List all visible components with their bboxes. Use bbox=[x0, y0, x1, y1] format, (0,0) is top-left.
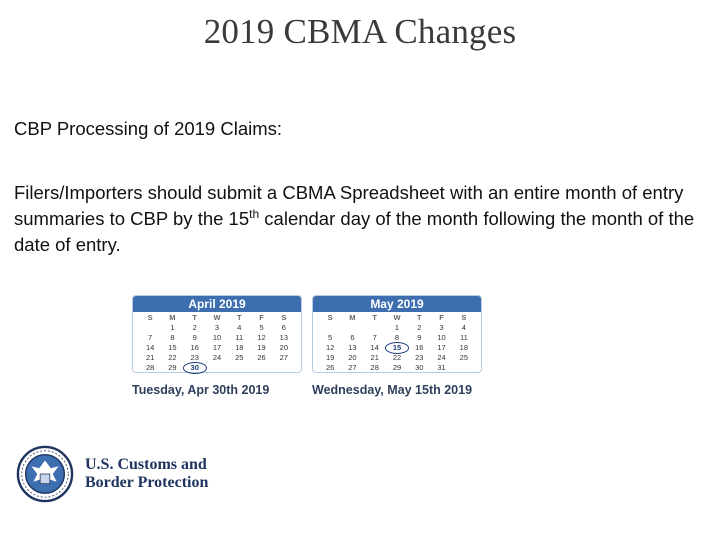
day-cell bbox=[319, 323, 341, 333]
slide-title: 2019 CBMA Changes bbox=[203, 12, 517, 51]
day-cell: 29 bbox=[392, 363, 402, 372]
day-cell: 27 bbox=[279, 353, 289, 362]
day-cell: 29 bbox=[168, 363, 177, 372]
day-cell: 15 bbox=[168, 343, 177, 352]
weekday-label: W bbox=[213, 313, 221, 322]
body-text-part2: calendar day of the month following the month of the date of entry. bbox=[14, 208, 695, 255]
day-cell: 19 bbox=[325, 353, 335, 362]
calendar-may bbox=[312, 295, 482, 373]
calendar-april-title: April 2019 bbox=[133, 296, 301, 312]
weekday-label: S bbox=[327, 313, 333, 322]
weekday-label: T bbox=[372, 313, 377, 322]
day-cell: 1 bbox=[170, 323, 175, 332]
day-cell: 24 bbox=[212, 353, 222, 362]
calendar-april bbox=[132, 295, 302, 373]
day-cell: 22 bbox=[168, 353, 177, 362]
weekday-label: T bbox=[192, 313, 197, 322]
day-cell: 10 bbox=[212, 333, 222, 342]
day-cell bbox=[206, 363, 228, 373]
org-name-line1: U.S. Customs and bbox=[85, 456, 207, 473]
day-cell: 18 bbox=[459, 343, 469, 352]
day-cell: 6 bbox=[350, 333, 355, 342]
highlighted-day: 15 bbox=[386, 343, 408, 353]
body-text bbox=[14, 180, 714, 258]
body-text-superscript: th bbox=[249, 207, 260, 221]
highlighted-day: 30 bbox=[184, 363, 206, 373]
day-cell: 2 bbox=[192, 323, 197, 332]
weekday-label: T bbox=[416, 313, 422, 322]
day-cell bbox=[273, 363, 295, 373]
day-cell: 13 bbox=[348, 343, 357, 352]
subheading: CBP Processing of 2019 Claims: bbox=[14, 118, 283, 139]
weekday-label: W bbox=[393, 313, 401, 322]
day-cell: 23 bbox=[190, 353, 199, 362]
calendar-may-caption: Wednesday, May 15th 2019 bbox=[312, 383, 473, 397]
day-cell: 4 bbox=[461, 323, 466, 332]
day-cell: 2 bbox=[417, 323, 422, 332]
day-cell: 30 bbox=[415, 363, 424, 372]
weekday-label: T bbox=[236, 313, 242, 322]
day-cell: 31 bbox=[437, 363, 446, 372]
day-cell: 12 bbox=[257, 333, 266, 342]
day-cell: 14 bbox=[370, 343, 379, 352]
calendar-april-caption: Tuesday, Apr 30th 2019 bbox=[132, 383, 270, 397]
day-cell: 5 bbox=[259, 323, 264, 332]
day-cell: 7 bbox=[148, 333, 153, 342]
weekday-label: S bbox=[461, 313, 467, 322]
day-cell: 19 bbox=[257, 343, 266, 352]
org-name-line2: Border Protection bbox=[85, 474, 209, 491]
weekday-label: F bbox=[439, 313, 444, 322]
day-cell: 11 bbox=[235, 333, 244, 342]
weekday-label: M bbox=[349, 313, 356, 322]
day-cell: 5 bbox=[328, 333, 333, 342]
day-cell: 25 bbox=[235, 353, 244, 362]
day-cell: 9 bbox=[417, 333, 422, 342]
day-cell: 25 bbox=[459, 353, 469, 362]
calendar-may-title: May 2019 bbox=[313, 296, 481, 312]
day-cell: 6 bbox=[281, 323, 286, 332]
weekday-label: F bbox=[259, 313, 264, 322]
day-cell: 24 bbox=[437, 353, 446, 362]
day-cell: 26 bbox=[257, 353, 266, 362]
day-cell: 8 bbox=[394, 333, 400, 342]
weekday-label: M bbox=[169, 313, 176, 322]
day-cell: 3 bbox=[439, 323, 444, 332]
day-cell bbox=[250, 363, 272, 373]
day-cell bbox=[453, 363, 475, 373]
day-cell bbox=[228, 363, 250, 373]
day-cell bbox=[364, 323, 386, 333]
day-cell: 16 bbox=[190, 343, 199, 352]
day-cell: 11 bbox=[459, 333, 468, 342]
day-cell: 1 bbox=[394, 323, 400, 332]
day-cell: 9 bbox=[192, 333, 197, 342]
day-cell bbox=[341, 323, 363, 333]
day-cell: 21 bbox=[145, 353, 155, 362]
day-cell: 28 bbox=[370, 363, 379, 372]
day-cell: 23 bbox=[415, 353, 424, 362]
day-cell: 7 bbox=[372, 333, 377, 342]
weekday-label: S bbox=[147, 313, 153, 322]
day-cell: 12 bbox=[325, 343, 335, 352]
day-cell: 20 bbox=[348, 353, 357, 362]
day-cell: 3 bbox=[214, 323, 220, 332]
day-cell: 13 bbox=[279, 333, 289, 342]
day-cell: 21 bbox=[370, 353, 379, 362]
day-cell: 20 bbox=[279, 343, 289, 352]
day-cell bbox=[139, 323, 161, 333]
day-cell: 28 bbox=[145, 363, 155, 372]
day-cell: 17 bbox=[212, 343, 222, 352]
day-cell: 4 bbox=[237, 323, 242, 332]
day-cell: 18 bbox=[235, 343, 244, 352]
day-cell: 16 bbox=[415, 343, 424, 352]
day-cell: 8 bbox=[170, 333, 175, 342]
dhs-seal-icon bbox=[16, 445, 74, 503]
day-cell: 17 bbox=[437, 343, 446, 352]
calendar-may-grid bbox=[313, 313, 481, 373]
weekday-label: S bbox=[281, 313, 287, 322]
body-text-part1: Filers/Importers should submit a CBMA Spreadsheet with an entire month of entry summaries to CBP by the 15 bbox=[14, 182, 684, 229]
day-cell: 22 bbox=[392, 353, 402, 362]
day-cell: 10 bbox=[437, 333, 446, 342]
day-cell: 14 bbox=[145, 343, 155, 352]
day-cell: 26 bbox=[325, 363, 335, 372]
calendar-april-grid bbox=[133, 313, 301, 373]
day-cell: 27 bbox=[348, 363, 357, 372]
